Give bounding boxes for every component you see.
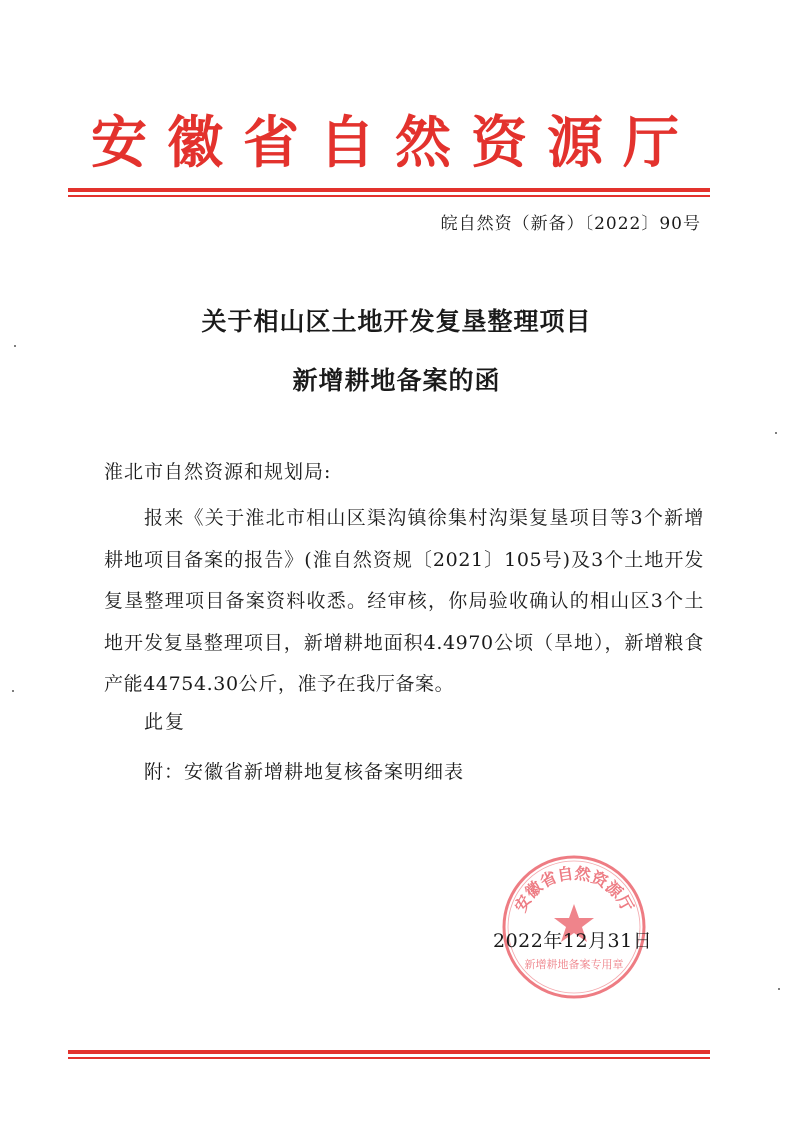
issuer-title: 安徽省自然资源厅	[91, 110, 699, 176]
issue-date: 2022年12月31日	[493, 930, 653, 952]
header-divider-thin	[68, 195, 710, 197]
salutation: 淮北市自然资源和规划局:	[104, 461, 332, 483]
scan-speck	[775, 432, 777, 434]
footer-divider-thin	[68, 1057, 710, 1059]
document-title-line1: 关于相山区土地开发复垦整理项目	[201, 307, 592, 336]
seal-inner-text: 新增耕地备案专用章	[524, 958, 624, 971]
seal-outer-text: 安徽省自然资源厅	[510, 863, 638, 916]
document-title-line2: 新增耕地备案的函	[292, 366, 501, 395]
header-divider-thick	[68, 188, 710, 192]
attachment-line: 附：安徽省新增耕地复核备案明细表	[144, 761, 465, 783]
footer-divider-thick	[68, 1050, 710, 1054]
scan-speck	[12, 690, 14, 692]
document-number: 皖自然资（新备）〔2022〕90号	[440, 214, 701, 234]
scan-speck	[14, 345, 16, 347]
scan-speck	[778, 988, 780, 990]
body-paragraph: 报来《关于淮北市相山区渠沟镇徐集村沟渠复垦项目等3个新增耕地项目备案的报告》(淮自然资规〔2021〕105号)及3个土地开发复垦整理项目备案资料收悉。经审核，你局验收确认的相山区3个土地开发复垦整理项目，新增耕地面积4.4970公顷（旱地），新增粮食产能44754.30公斤，准予在我厅备案。	[104, 507, 704, 695]
closing-phrase: 此复	[144, 711, 187, 733]
